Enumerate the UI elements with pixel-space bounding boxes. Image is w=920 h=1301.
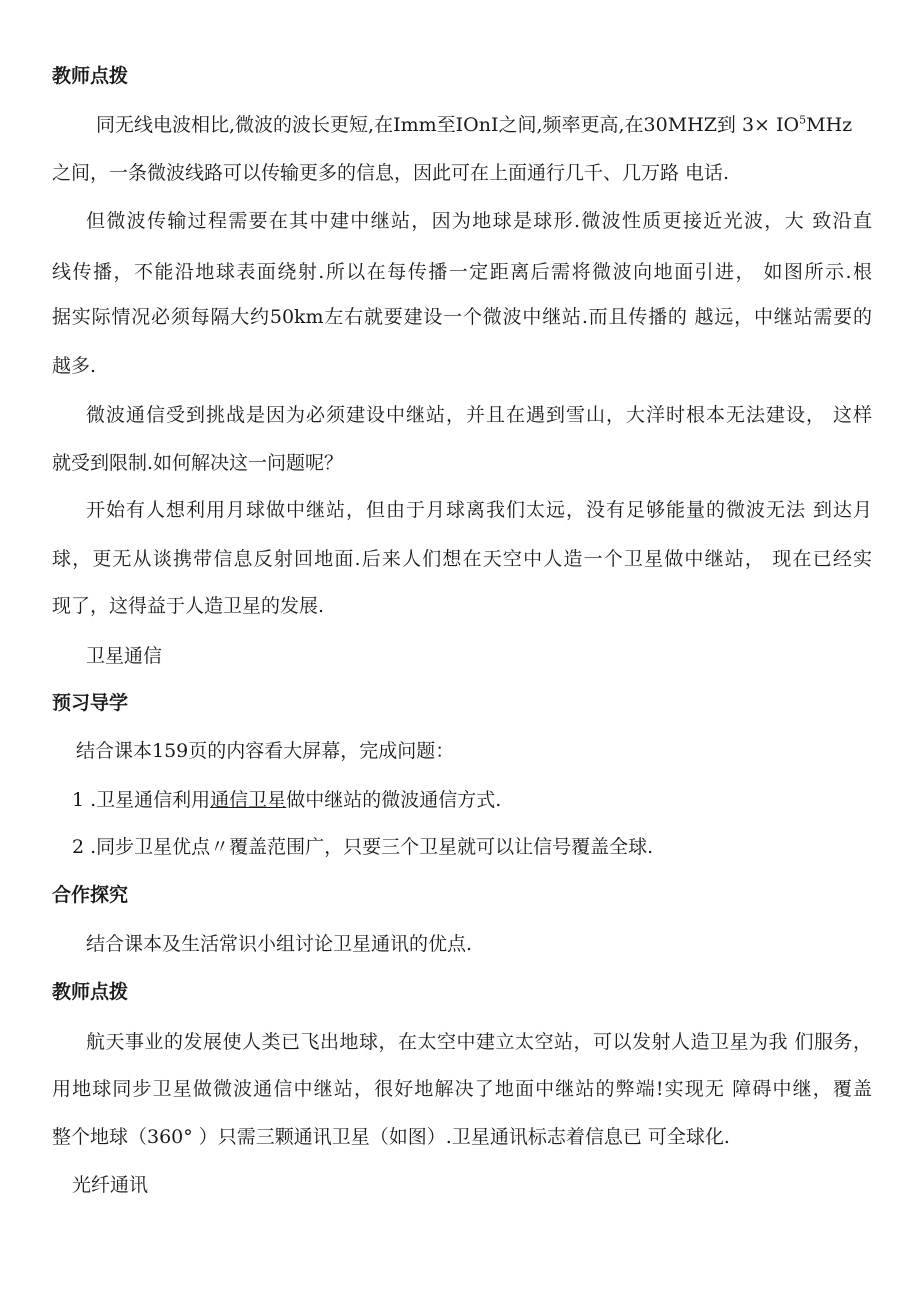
section-heading-teacher-tips-2: 教师点拨: [52, 981, 129, 1003]
list-item: 2 .同步卫星优点〃覆盖范围广，只要三个卫星就可以让信号覆盖全球.: [72, 836, 654, 858]
topic-label-fiber: 光纤通讯: [72, 1174, 149, 1196]
paragraph-line: 线传播，不能沿地球表面绕射.所以在每传播一定距离后需将微波向地面引进， 如图所示.根: [52, 261, 872, 283]
section-heading-teacher-tips: 教师点拨: [52, 65, 129, 87]
paragraph-line: [96, 113, 872, 137]
paragraph-line: 但微波传输过程需要在其中建中继站，因为地球是球形.微波性质更接近光波，大 致沿直: [86, 210, 872, 232]
topic-label-satellite: 卫星通信: [86, 645, 163, 667]
text-run: 1 .卫星通信利用: [72, 789, 211, 811]
answer-underlined: 通信卫星: [210, 789, 287, 811]
paragraph-line: 开始有人想利用月球做中继站，但由于月球离我们太远，没有足够能量的微波无法 到达月: [86, 499, 872, 521]
paragraph-line: 整个地球（360° ）只需三颗通讯卫星（如图）.卫星通讯标志着信息已 可全球化.: [52, 1126, 730, 1148]
paragraph-line: 用地球同步卫星做微波通信中继站，很好地解决了地面中继站的弊端!实现无 障碍中继，覆盖: [52, 1078, 872, 1100]
paragraph-line: 越多.: [52, 355, 97, 377]
paragraph-line: 结合课本及生活常识小组讨论卫星通讯的优点.: [86, 933, 473, 955]
section-heading-cooperative: 合作探究: [52, 884, 129, 906]
intro-text: 结合课本159页的内容看大屏幕，完成问题：: [76, 740, 455, 762]
text-run: 做中继站的微波通信方式.: [286, 789, 502, 811]
paragraph-line: 航天事业的发展使人类已飞出地球，在太空中建立太空站，可以发射人造卫星为我 们服务，: [86, 1031, 872, 1053]
superscript: 5: [799, 113, 807, 127]
section-heading-preview: 预习导学: [52, 692, 129, 714]
text-run: 同无线电波相比,微波的波长更短,在Imm至IOnI之间,频率更高,在30MHZ到 3× IO: [96, 114, 800, 136]
paragraph-line: 据实际情况必须每隔大约50km左右就要建设一个微波中继站.而且传播的 越远，中继站需要的: [52, 306, 872, 328]
list-item: [72, 788, 892, 812]
text-run: MHz: [806, 114, 853, 136]
paragraph-line: 球，更无从谈携带信息反射回地面.后来人们想在天空中人造一个卫星做中继站， 现在已经实: [52, 548, 872, 570]
paragraph-line: 现了，这得益于人造卫星的发展.: [52, 595, 325, 617]
paragraph-line: 微波通信受到挑战是因为必须建设中继站，并且在遇到雪山，大洋时根本无法建设， 这样: [86, 404, 872, 426]
paragraph-line: 之间，一条微波线路可以传输更多的信息，因此可在上面通行几千、几万路 电话.: [52, 162, 730, 184]
paragraph-line: 就受到限制.如何解决这一问题呢？: [52, 452, 344, 474]
